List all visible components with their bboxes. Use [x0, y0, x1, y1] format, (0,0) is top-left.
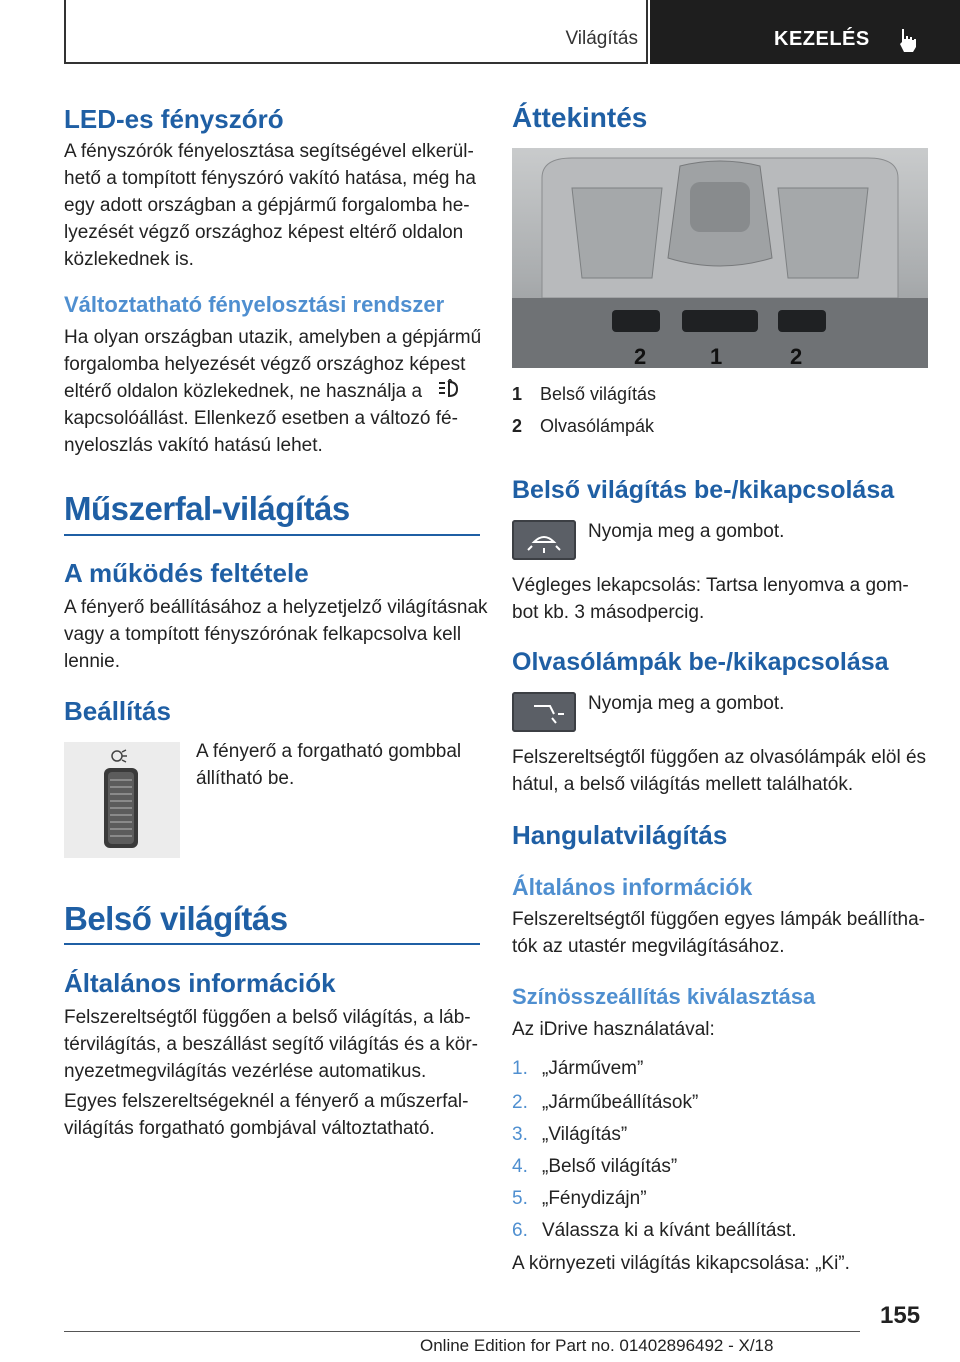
- ambient-off-text: A környezeti világítás kikapcsolása: „Ki”.: [512, 1253, 850, 1274]
- condition-paragraph: [64, 594, 488, 675]
- press-button-text-2: Nyomja meg a gombot.: [588, 693, 785, 714]
- legend-number: 1: [512, 384, 523, 404]
- pointing-hand-icon: [896, 27, 920, 53]
- reading-lights-heading: Olvasólámpák be-/kikapcsolása: [512, 648, 889, 676]
- final-off-paragraph: [512, 572, 909, 626]
- text-line: állítható be.: [196, 768, 295, 789]
- text-line: Ha olyan országban utazik, amelyben a gépjármű: [64, 327, 482, 348]
- text-line: Felszereltségtől függően az olvasólámpák elöl és: [512, 747, 927, 768]
- headlight-symbol-icon: [435, 379, 461, 401]
- text-line: egy adott országban a gépjármű forgalomba he-: [64, 195, 470, 216]
- legend-label: Belső világítás: [540, 384, 657, 404]
- legend-number: 2: [512, 416, 523, 436]
- led-heading: LED-es fényszóró: [64, 104, 284, 134]
- text-line: Felszereltségtől függően a belső világítás, a láb-: [64, 1007, 471, 1028]
- text-line: forgalomba helyezését végző országhoz képest: [64, 354, 466, 375]
- idrive-text: Az iDrive használatával:: [512, 1019, 715, 1040]
- color-select-heading: Színösszeállítás kiválasztása: [512, 984, 816, 1009]
- text-line: Egyes felszereltségeknél a fényerő a műszerfal-: [64, 1091, 469, 1112]
- step-item: [512, 1058, 643, 1080]
- text-line: világítás forgatható gombjával változtatható.: [64, 1118, 435, 1139]
- step-item: [512, 1188, 647, 1210]
- thumbwheel-image: [64, 742, 180, 858]
- step-text: „Belső világítás”: [542, 1156, 678, 1177]
- step-text: „Járműbeállítások”: [542, 1092, 699, 1113]
- callout-2-right: 2: [790, 344, 803, 368]
- interior-onoff-heading: Belső világítás be-/kikapcsolása: [512, 476, 895, 504]
- step-number: 2.: [512, 1092, 528, 1113]
- legend-label: Olvasólámpák: [540, 416, 655, 436]
- heading-rule: [64, 943, 480, 945]
- text-line: tók az utastér megvilágításához.: [512, 936, 785, 957]
- overhead-console-illustration: [512, 148, 928, 368]
- text-line: közlekednek is.: [64, 249, 194, 270]
- step-number: 6.: [512, 1220, 528, 1241]
- text-line: eltérő oldalon közlekednek, ne használja a: [64, 381, 423, 402]
- variable-light-heading: Változtatható fényelosztási rendszer: [64, 292, 445, 317]
- text-line: hető a tompított fényszóró vakító hatása, még ha: [64, 168, 476, 189]
- general-info-paragraph-2: [64, 1088, 468, 1142]
- reading-lights-paragraph: [512, 744, 926, 798]
- condition-heading: A működés feltétele: [64, 558, 309, 588]
- ambient-lighting-heading: Hangulatvilágítás: [512, 820, 728, 850]
- heading-rule: [64, 534, 480, 536]
- step-item: [512, 1092, 698, 1114]
- edition-text: Online Edition for Part no. 01402896492 - X/18: [420, 1336, 774, 1355]
- step-text: „Világítás”: [542, 1124, 628, 1145]
- overhead-console-photo: [512, 148, 928, 368]
- step-text: „Járművem”: [542, 1058, 644, 1079]
- text-line: hátul, a belső világítás mellett találhatók.: [512, 774, 854, 795]
- text-line: bot kb. 3 másodpercig.: [512, 602, 705, 623]
- text-line: kapcsolóállást. Ellenkező esetben a változó fé-: [64, 408, 458, 429]
- reading-light-icon: [512, 692, 576, 732]
- text-line-with-icon: [64, 378, 481, 405]
- step-item: [512, 1220, 797, 1242]
- callout-1: 1: [710, 344, 723, 368]
- step-item: [512, 1156, 677, 1178]
- overview-heading: Áttekintés: [512, 102, 648, 133]
- press-button-text-1: Nyomja meg a gombot.: [588, 521, 785, 542]
- page-number: 155: [880, 1302, 921, 1329]
- variable-light-paragraph: [64, 324, 481, 459]
- footer-rule: [64, 1331, 860, 1332]
- step-text: Válassza ki a kívánt beállítást.: [542, 1220, 797, 1241]
- callout-2-left: 2: [634, 344, 647, 368]
- general-info-paragraph-1: [64, 1004, 478, 1085]
- text-line: A fényerő beállításához a helyzetjelző világításnak: [64, 597, 488, 618]
- text-line: lyezését végző országhoz képest eltérő oldalon: [64, 222, 464, 243]
- step-number: 4.: [512, 1156, 528, 1177]
- footer-edition: [420, 1336, 773, 1356]
- step-number: 3.: [512, 1124, 528, 1145]
- dashboard-lighting-heading: Műszerfal-világítás: [64, 490, 350, 527]
- setting-paragraph: [196, 738, 461, 792]
- text-line: A fényszórók fényelosztása segítségével elkerül-: [64, 141, 474, 162]
- dome-light-icon: [512, 520, 576, 560]
- setting-heading: Beállítás: [64, 696, 171, 726]
- step-number: 5.: [512, 1188, 528, 1209]
- interior-lighting-heading: Belső világítás: [64, 900, 288, 937]
- header-chapter-title: KEZELÉS: [774, 28, 870, 50]
- interior-light-button-icon: [512, 520, 576, 560]
- text-line: Felszereltségtől függően egyes lámpák beállítha-: [512, 909, 925, 930]
- text-line: térvilágítás, a beszállást segítő világítás és a kör-: [64, 1034, 478, 1055]
- header-section-box: [64, 0, 648, 64]
- text-line: nyeloszlás vakító hatású lehet.: [64, 435, 323, 456]
- thumbwheel-icon: [64, 742, 180, 858]
- header-section-title: Világítás: [565, 28, 638, 49]
- ambient-general-paragraph: [512, 906, 925, 960]
- step-number: 1.: [512, 1058, 528, 1079]
- ambient-general-heading: Általános információk: [512, 874, 753, 900]
- text-line: vagy a tompított fényszórónak felkapcsolva kell: [64, 624, 462, 645]
- header-chapter-box: [650, 0, 960, 64]
- text-line: lennie.: [64, 651, 120, 672]
- text-line: nyezetmegvilágítás vezérlése automatikus.: [64, 1061, 427, 1082]
- general-info-heading: Általános információk: [64, 968, 336, 998]
- step-text: „Fénydizájn”: [542, 1188, 647, 1209]
- step-item: [512, 1124, 627, 1146]
- legend-item: [512, 416, 654, 437]
- text-line: A fényerő a forgatható gombbal: [196, 741, 462, 762]
- led-paragraph: [64, 138, 476, 273]
- reading-light-button-icon: [512, 692, 576, 732]
- legend-item: [512, 384, 656, 405]
- text-line: Végleges lekapcsolás: Tartsa lenyomva a gom-: [512, 575, 909, 596]
